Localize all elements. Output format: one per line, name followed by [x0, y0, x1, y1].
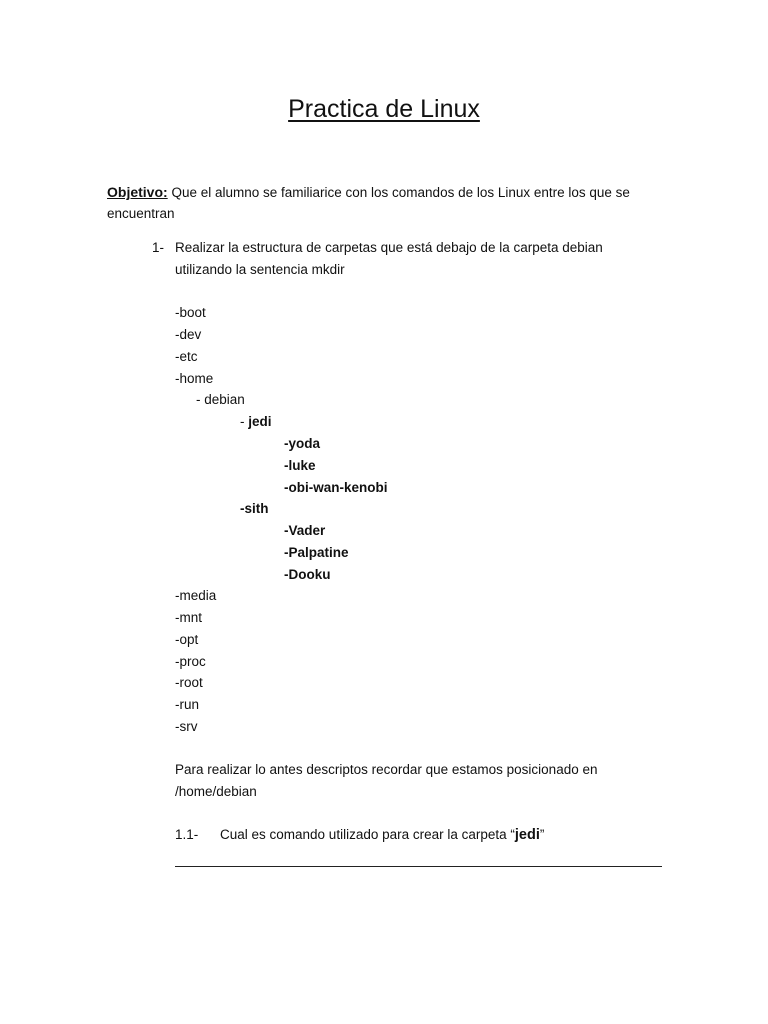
objective-line-1: [107, 183, 630, 202]
tree-item-opt: -opt: [175, 632, 199, 647]
objective-line-2: encuentran: [107, 206, 175, 221]
item-1-text-1: Realizar la estructura de carpetas que está debajo de la carpeta debian: [175, 240, 603, 255]
tree-item-obi-wan-kenobi: -obi-wan-kenobi: [284, 480, 388, 495]
tree-item-yoda: -yoda: [284, 436, 321, 451]
tree-item-vader: -Vader: [284, 523, 326, 538]
question-close-quote: ”: [539, 827, 545, 842]
tree-item-media: -media: [175, 588, 217, 603]
tree-item-palpatine: -Palpatine: [284, 545, 349, 560]
tree-item-dev: -dev: [175, 327, 202, 342]
question-text: [220, 826, 544, 844]
tree-item-etc: -etc: [175, 349, 198, 364]
tree-item-sith: -sith: [240, 501, 269, 516]
item-1-number: 1-: [152, 240, 165, 255]
tree-jedi-prefix: -: [240, 414, 249, 429]
page-title: Practica de Linux: [288, 95, 480, 123]
note-line-2: /home/debian: [175, 784, 257, 799]
tree-item-debian: - debian: [196, 392, 245, 407]
tree-item-dooku: -Dooku: [284, 567, 331, 582]
tree-item-jedi: [240, 413, 272, 431]
tree-item-luke: -luke: [284, 458, 316, 473]
question-text-main: Cual es comando utilizado para crear la carpeta “: [220, 827, 515, 842]
answer-line[interactable]: [175, 866, 662, 867]
question-bold-word: jedi: [514, 827, 540, 843]
tree-item-proc: -proc: [175, 654, 206, 669]
objective-label: Objetivo:: [107, 184, 168, 200]
tree-item-root: -root: [175, 675, 203, 690]
tree-item-boot: -boot: [175, 305, 206, 320]
tree-item-mnt: -mnt: [175, 610, 202, 625]
tree-item-srv: -srv: [175, 719, 198, 734]
item-1-text-2: utilizando la sentencia mkdir: [175, 262, 345, 277]
note-line-1: Para realizar lo antes descriptos recordar que estamos posicionado en: [175, 762, 598, 777]
tree-jedi-label: jedi: [248, 414, 272, 429]
objective-text-1: Que el alumno se familiarice con los comandos de los Linux entre los que se: [171, 185, 630, 200]
question-number: 1.1-: [175, 827, 199, 842]
tree-item-home: -home: [175, 371, 214, 386]
tree-item-run: -run: [175, 697, 200, 712]
